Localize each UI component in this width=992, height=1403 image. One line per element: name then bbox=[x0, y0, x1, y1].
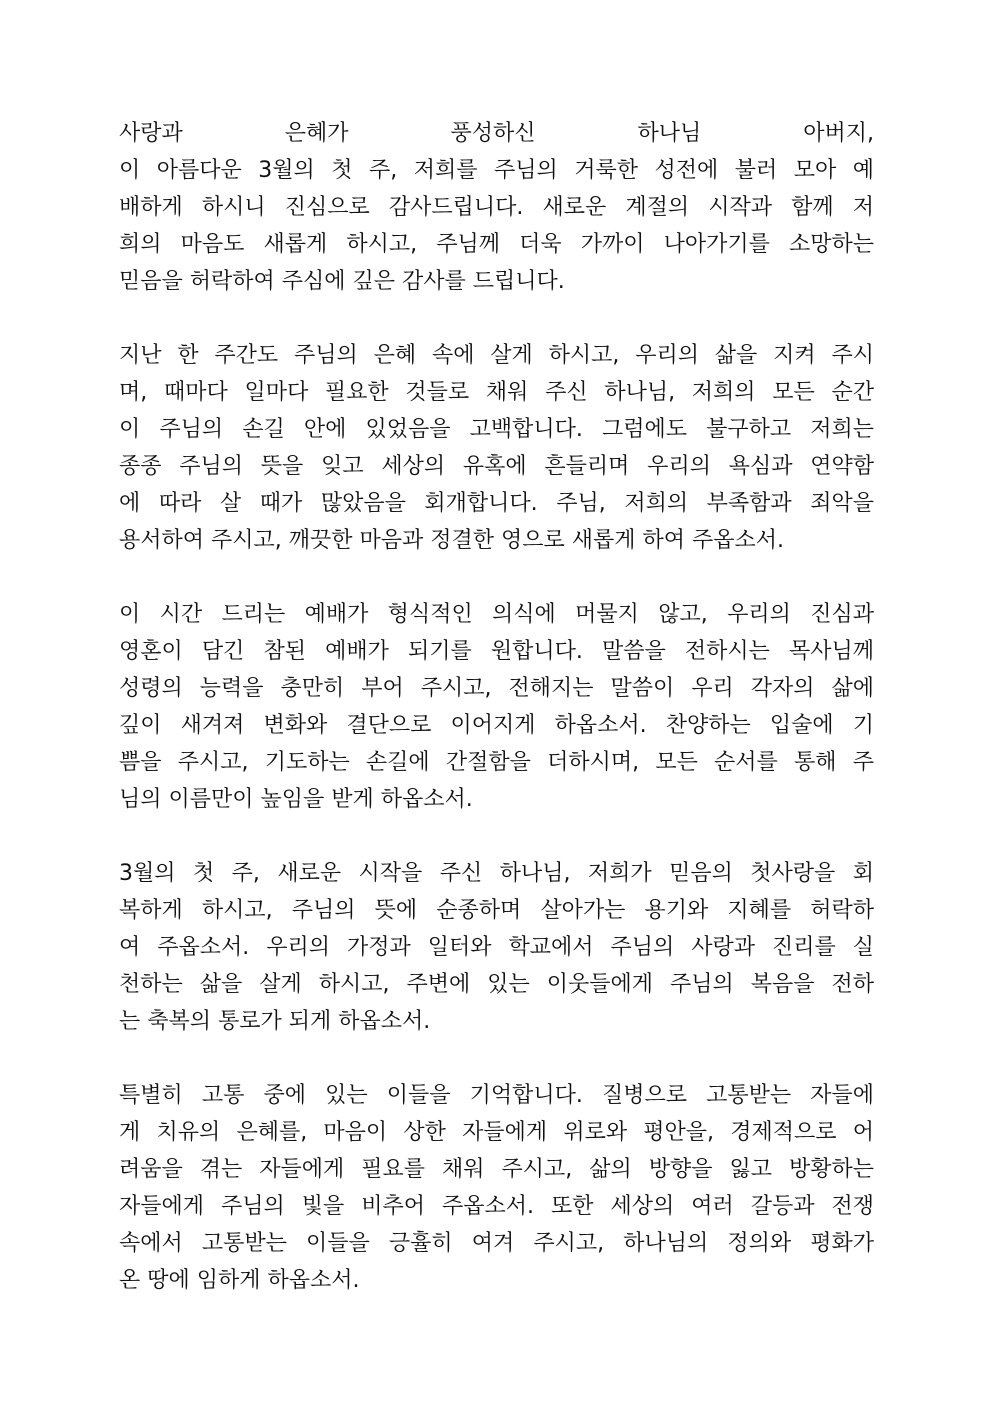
text-line: 믿음을 허락하여 주심에 깊은 감사를 드립니다. bbox=[119, 269, 565, 294]
text-line: 천하는 삶을 살게 하시고, 주변에 있는 이웃들에게 주님의 복음을 전하 bbox=[119, 972, 874, 997]
paragraph-1 bbox=[119, 115, 874, 300]
text-line: 영혼이 담긴 참된 예배가 되기를 원합니다. 말씀을 전하시는 목사님께 bbox=[119, 639, 874, 664]
text-line: 쁨을 주시고, 기도하는 손길에 간절함을 더하시며, 모든 순서를 통해 주 bbox=[119, 750, 874, 775]
prayer-text bbox=[119, 115, 874, 1336]
text-line: 지난 한 주간도 주님의 은혜 속에 살게 하시고, 우리의 삶을 지켜 주시 bbox=[119, 343, 874, 368]
text-line: 희의 마음도 새롭게 하시고, 주님께 더욱 가까이 나아가기를 소망하는 bbox=[119, 232, 874, 257]
text-line: 깊이 새겨져 변화와 결단으로 이어지게 하옵소서. 찬양하는 입술에 기 bbox=[119, 713, 874, 738]
text-line: 이 주님의 손길 안에 있었음을 고백합니다. 그럼에도 불구하고 저희는 bbox=[119, 417, 874, 442]
text-line: 님의 이름만이 높임을 받게 하옵소서. bbox=[119, 787, 473, 812]
text-line: 3월의 첫 주, 새로운 시작을 주신 하나님, 저희가 믿음의 첫사랑을 회 bbox=[119, 861, 874, 886]
text-line: 복하게 하시고, 주님의 뜻에 순종하며 살아가는 용기와 지혜를 허락하 bbox=[119, 898, 874, 923]
text-line: 배하게 하시니 진심으로 감사드립니다. 새로운 계절의 시작과 함께 저 bbox=[119, 195, 874, 220]
text-line: 이 시간 드리는 예배가 형식적인 의식에 머물지 않고, 우리의 진심과 bbox=[119, 602, 874, 627]
text-line: 자들에게 주님의 빛을 비추어 주옵소서. 또한 세상의 여러 갈등과 전쟁 bbox=[119, 1194, 874, 1219]
text-line: 용서하여 주시고, 깨끗한 마음과 정결한 영으로 새롭게 하여 주옵소서. bbox=[119, 528, 784, 553]
paragraph-5 bbox=[119, 1077, 874, 1299]
text-line: 려움을 겪는 자들에게 필요를 채워 주시고, 삶의 방향을 잃고 방황하는 bbox=[119, 1157, 874, 1182]
text-line: 사랑과 은혜가 풍성하신 하나님 아버지, bbox=[119, 121, 874, 146]
text-line: 성령의 능력을 충만히 부어 주시고, 전해지는 말씀이 우리 각자의 삶에 bbox=[119, 676, 874, 701]
text-line: 온 땅에 임하게 하옵소서. bbox=[119, 1268, 360, 1293]
text-line: 며, 때마다 일마다 필요한 것들로 채워 주신 하나님, 저희의 모든 순간 bbox=[119, 380, 874, 405]
text-line: 특별히 고통 중에 있는 이들을 기억합니다. 질병으로 고통받는 자들에 bbox=[119, 1083, 874, 1108]
text-line: 게 치유의 은혜를, 마음이 상한 자들에게 위로와 평안을, 경제적으로 어 bbox=[119, 1120, 874, 1145]
paragraph-2 bbox=[119, 337, 874, 559]
text-line: 속에서 고통받는 이들을 긍휼히 여겨 주시고, 하나님의 정의와 평화가 bbox=[119, 1231, 874, 1256]
text-line: 종종 주님의 뜻을 잊고 세상의 유혹에 흔들리며 우리의 욕심과 연약함 bbox=[119, 454, 874, 479]
text-line: 이 아름다운 3월의 첫 주, 저희를 주님의 거룩한 성전에 불러 모아 예 bbox=[119, 158, 874, 183]
text-line: 여 주옵소서. 우리의 가정과 일터와 학교에서 주님의 사랑과 진리를 실 bbox=[119, 935, 874, 960]
paragraph-4 bbox=[119, 855, 874, 1040]
text-line: 에 따라 살 때가 많았음을 회개합니다. 주님, 저희의 부족함과 죄악을 bbox=[119, 491, 874, 516]
text-line: 는 축복의 통로가 되게 하옵소서. bbox=[119, 1009, 431, 1034]
paragraph-3 bbox=[119, 596, 874, 818]
